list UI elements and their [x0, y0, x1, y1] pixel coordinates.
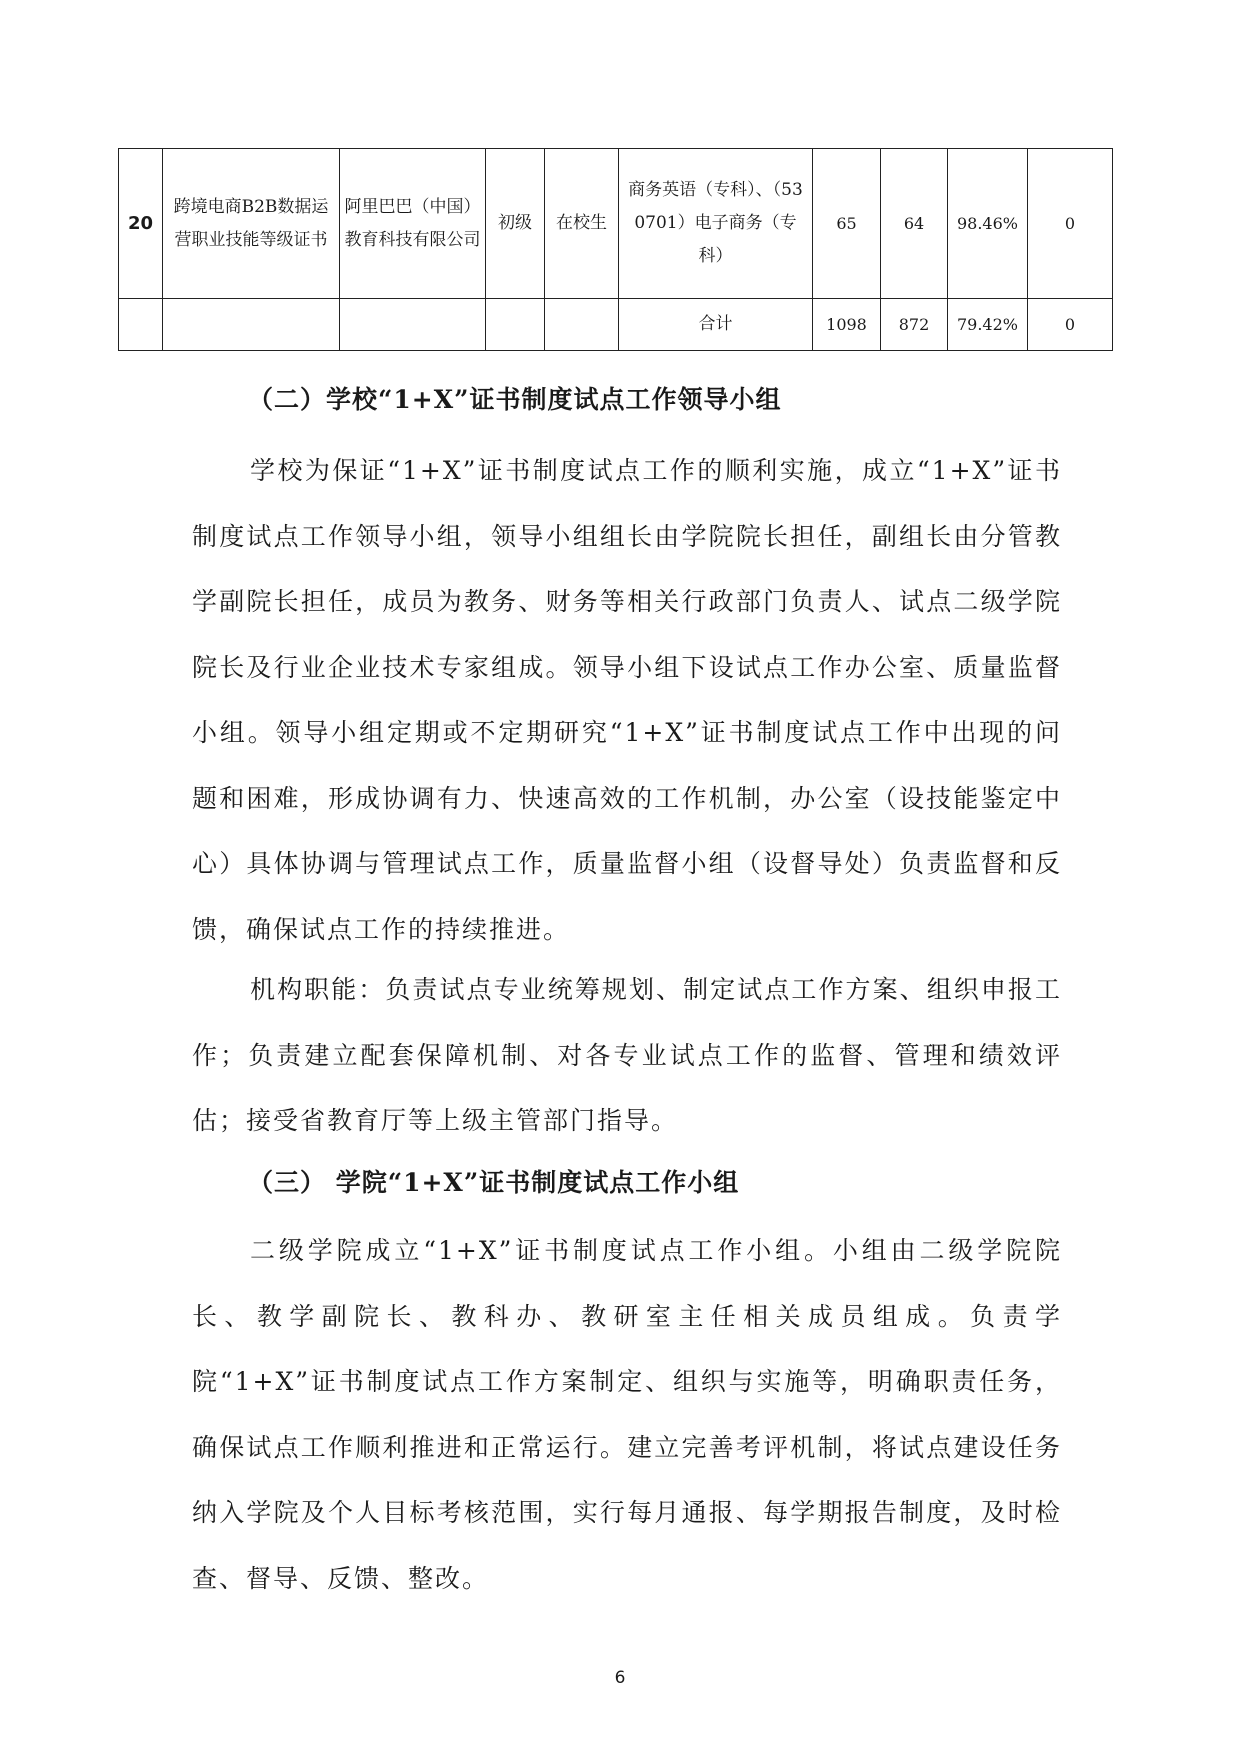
majors-cell: 商务英语（专科）、（530701）电子商务（专科） — [619, 149, 813, 299]
count-cell: 0 — [1028, 149, 1113, 299]
page-number: 6 — [614, 1668, 626, 1688]
table-total-row — [119, 299, 1113, 351]
empty-cell — [119, 299, 163, 351]
certificate-name: 跨境电商B2B数据运营职业技能等级证书 — [163, 149, 340, 299]
organization-name: 阿里巴巴（中国）教育科技有限公司 — [340, 149, 486, 299]
body-paragraph: 学校为保证“1+X”证书制度试点工作的顺利实施，成立“1+X”证书制度试点工作领导小组，领导小组组长由学院院长担任，副组长由分管教学副院长担任，成员为教务、财务等相关行政部门负责人、试点二级学院院长及行业企业技术专家组成。领导小组下设试点工作办公室、质量监督小组。领导小组定期或不定期研究“1+X”证书制度试点工作中出现的问题和困难，形成协调有力、快速高效的工作机制，办公室（设技能鉴定中心）具体协调与管理试点工作，质量监督小组（设督导处）负责监督和反馈，确保试点工作的持续推进。 — [192, 456, 1062, 944]
body-paragraph: 机构职能：负责试点专业统筹规划、制定试点工作方案、组织申报工作；负责建立配套保障机制、对各专业试点工作的监督、管理和绩效评估；接受省教育厅等上级主管部门指导。 — [192, 975, 1062, 1135]
count-cell: 65 — [813, 149, 881, 299]
empty-cell — [163, 299, 340, 351]
empty-cell — [545, 299, 619, 351]
total-rate-cell: 79.42% — [948, 299, 1028, 351]
rate-cell: 98.46% — [948, 149, 1028, 299]
certificate-table — [118, 148, 1113, 351]
total-count-cell: 0 — [1028, 299, 1113, 351]
empty-cell — [486, 299, 545, 351]
empty-cell — [340, 299, 486, 351]
section-heading: （二）学校“1+X”证书制度试点工作领导小组 — [248, 385, 782, 414]
total-count-cell: 872 — [881, 299, 948, 351]
row-index: 20 — [119, 149, 163, 299]
count-cell: 64 — [881, 149, 948, 299]
body-paragraph: 二级学院成立“1+X”证书制度试点工作小组。小组由二级学院院长、教学副院长、教科办、教研室主任相关成员组成。负责学院“1+X”证书制度试点工作方案制定、组织与实施等，明确职责任务，确保试点工作顺利推进和正常运行。建立完善考评机制，将试点建设任务纳入学院及个人目标考核范围，实行每月通报、每学期报告制度，及时检查、督导、反馈、整改。 — [192, 1236, 1062, 1593]
category-cell: 在校生 — [545, 149, 619, 299]
table-row — [119, 149, 1113, 299]
total-label: 合计 — [619, 299, 813, 351]
total-count-cell: 1098 — [813, 299, 881, 351]
level-cell: 初级 — [486, 149, 545, 299]
section-heading: （三） 学院“1+X”证书制度试点工作小组 — [248, 1168, 740, 1197]
